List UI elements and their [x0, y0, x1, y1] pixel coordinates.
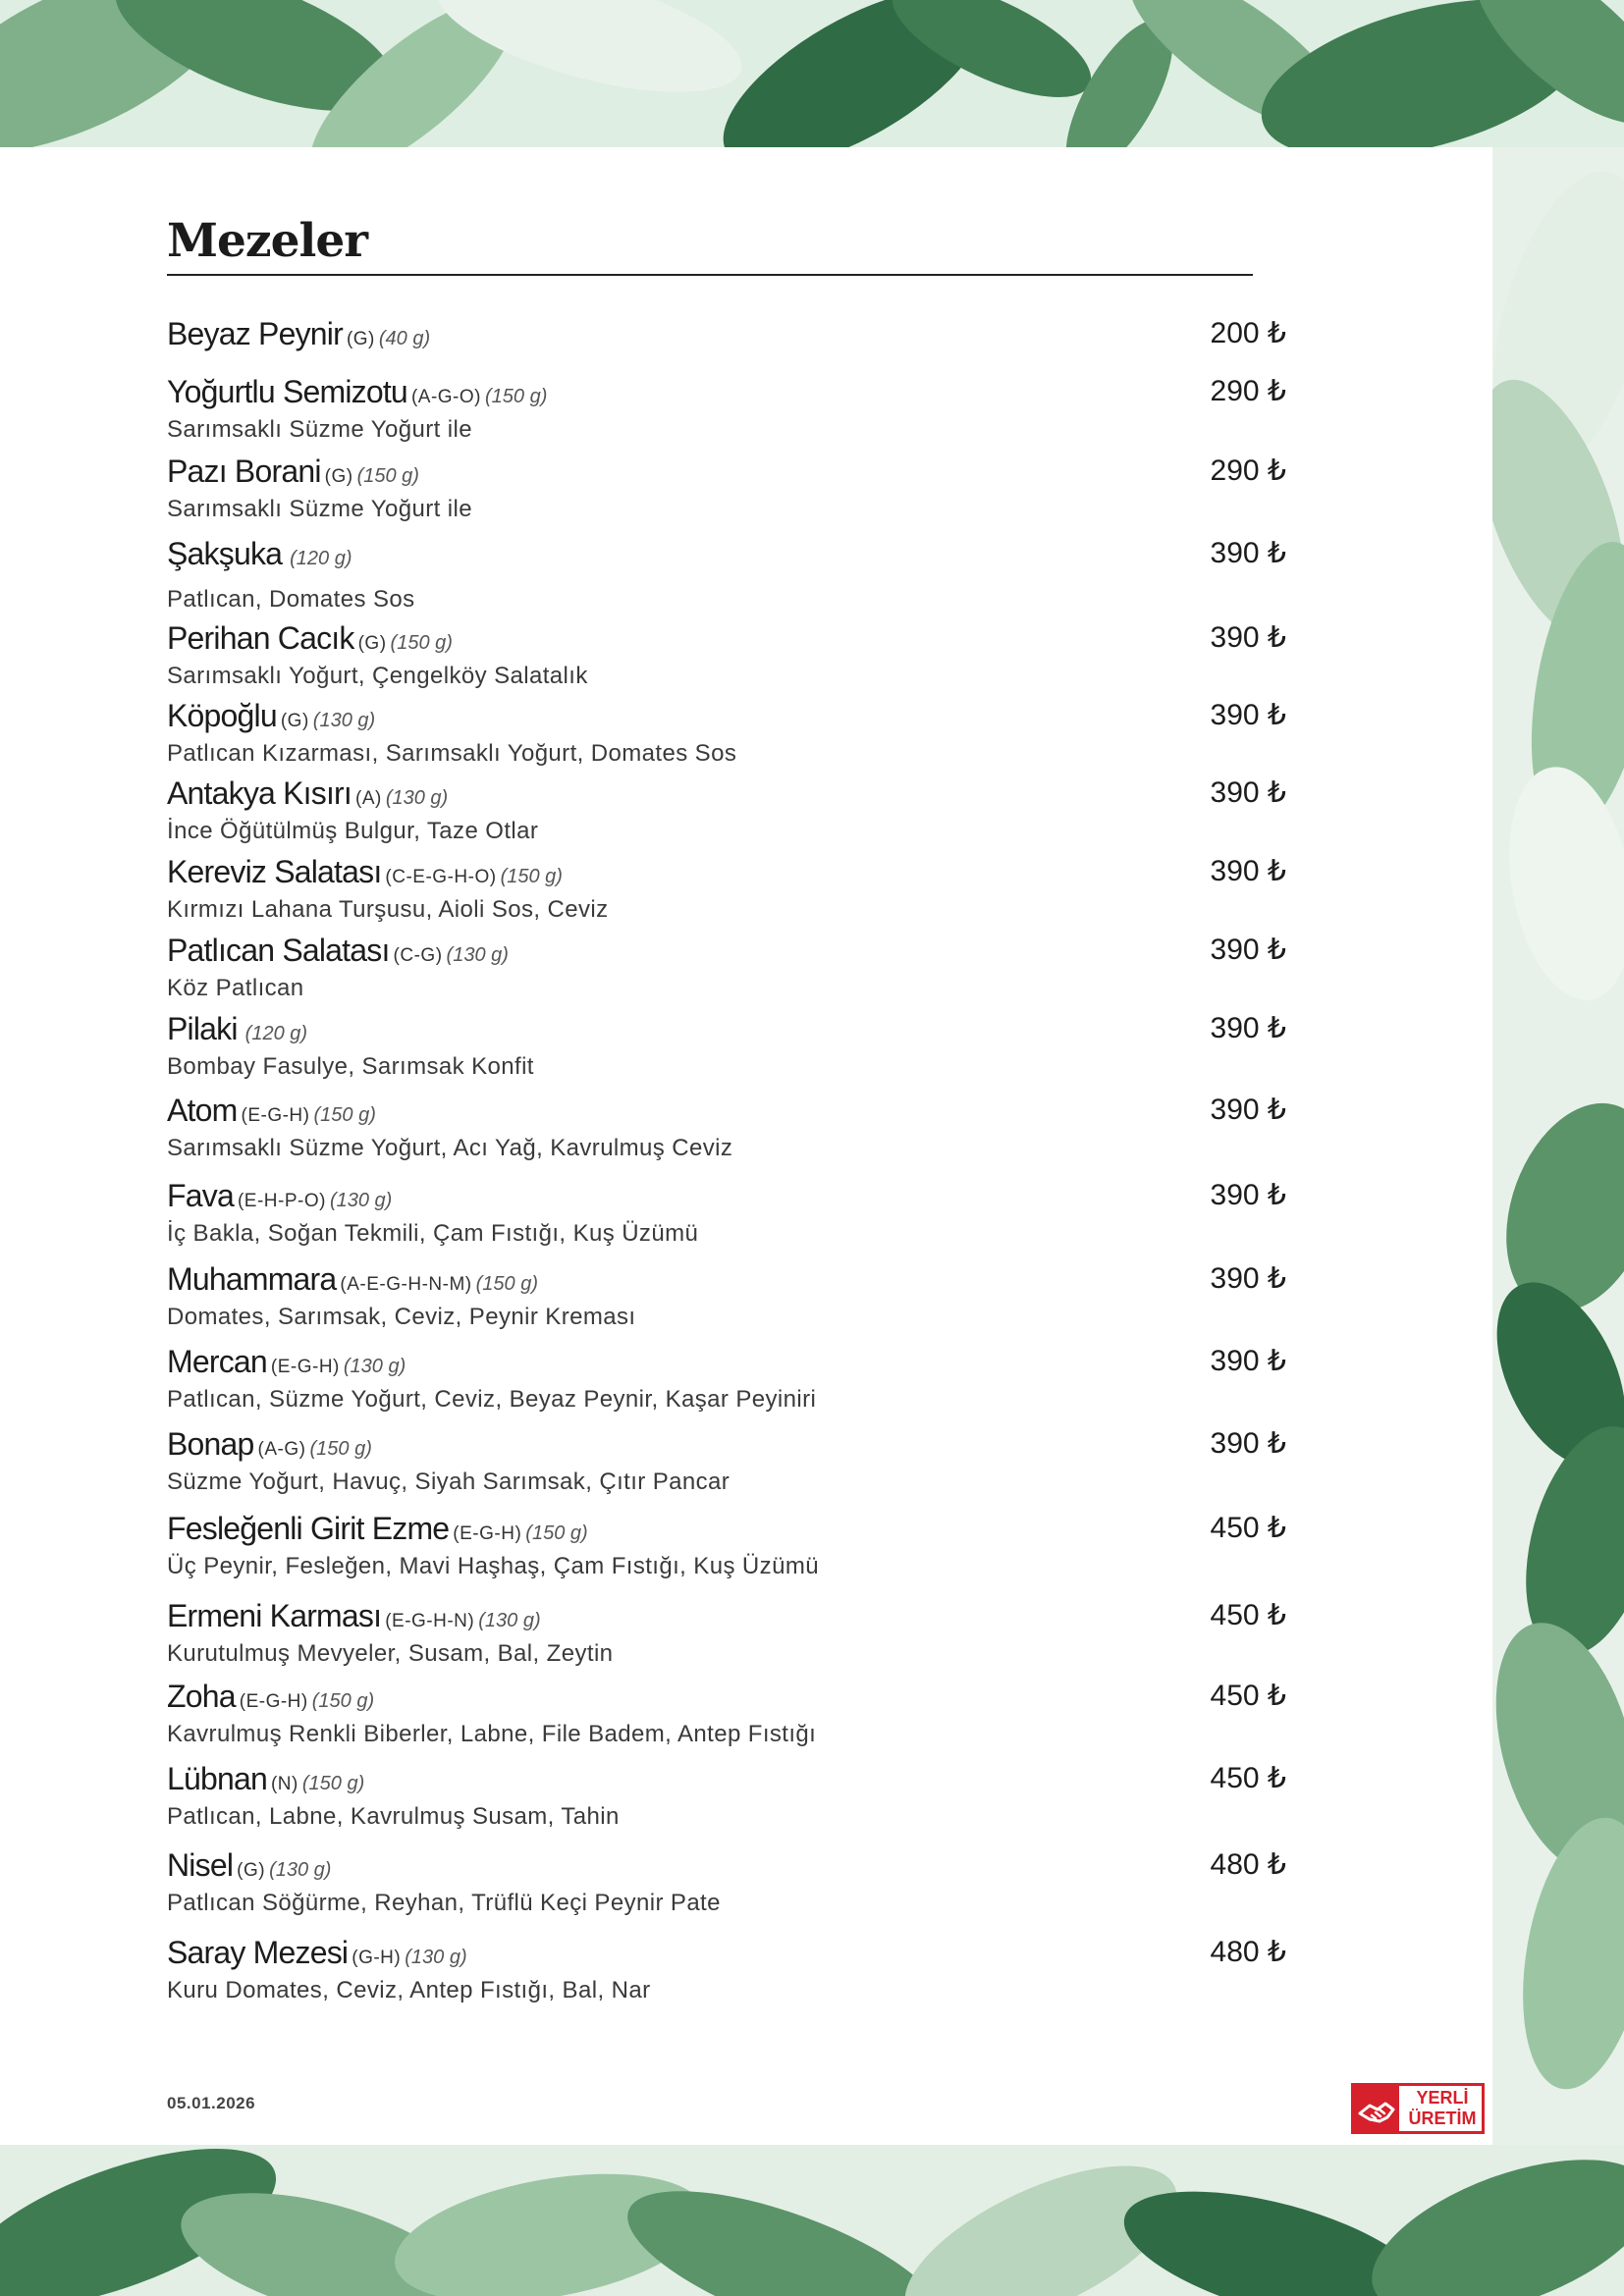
item-name: Zoha — [167, 1679, 236, 1714]
item-allergens: (G) — [237, 1860, 266, 1881]
menu-item — [167, 775, 1286, 845]
item-price: 390 ₺ — [1210, 1012, 1286, 1044]
item-allergens: (E-G-H) — [270, 1357, 340, 1377]
item-name: Kereviz Salatası — [167, 854, 382, 889]
item-allergens: (G) — [280, 711, 309, 731]
item-name: Şakşuka — [167, 536, 283, 571]
item-price: 390 ₺ — [1210, 934, 1286, 966]
item-name: Atom — [167, 1093, 238, 1128]
menu-item — [167, 316, 1286, 358]
item-description: Patlıcan Kızarması, Sarımsaklı Yoğurt, Domates Sos — [167, 740, 737, 767]
menu-item — [167, 854, 1286, 924]
item-weight: (150 g) — [356, 465, 419, 487]
item-weight: (150 g) — [475, 1273, 538, 1295]
item-name: Patlıcan Salatası — [167, 933, 390, 968]
item-description: Kurutulmuş Mevyeler, Susam, Bal, Zeytin — [167, 1640, 614, 1667]
item-name: Pazı Borani — [167, 454, 321, 489]
item-weight: (150 g) — [484, 386, 548, 407]
item-weight: (130 g) — [385, 787, 449, 809]
item-description: İnce Öğütülmüş Bulgur, Taze Otlar — [167, 818, 539, 844]
item-weight: (120 g) — [244, 1023, 308, 1044]
item-price: 450 ₺ — [1210, 1680, 1286, 1712]
menu-item — [167, 374, 1286, 444]
item-weight: (130 g) — [405, 1947, 467, 1968]
item-weight: (150 g) — [309, 1438, 372, 1460]
item-description: Kuru Domates, Ceviz, Antep Fıstığı, Bal, Nar — [167, 1977, 651, 2003]
item-allergens: (G) — [346, 329, 375, 349]
item-weight: (150 g) — [525, 1522, 588, 1544]
item-allergens: (N) — [270, 1774, 298, 1794]
item-price: 390 ₺ — [1210, 1427, 1286, 1460]
item-price: 390 ₺ — [1210, 855, 1286, 887]
item-price: 290 ₺ — [1210, 375, 1286, 407]
item-description: Üç Peynir, Fesleğen, Mavi Haşhaş, Çam Fıstığı, Kuş Üzümü — [167, 1553, 819, 1579]
item-name: Fava — [167, 1178, 234, 1213]
menu-item — [167, 1011, 1286, 1081]
menu-item — [167, 1178, 1286, 1248]
item-description: Köz Patlıcan — [167, 975, 304, 1001]
menu-item — [167, 1761, 1286, 1831]
menu-item — [167, 1344, 1286, 1414]
item-allergens: (E-G-H) — [239, 1691, 308, 1712]
item-name: Pilaki — [167, 1011, 238, 1046]
item-name: Antakya Kısırı — [167, 775, 352, 811]
item-price: 200 ₺ — [1210, 317, 1286, 349]
item-allergens: (C-E-G-H-O) — [385, 867, 497, 887]
item-weight: (40 g) — [378, 328, 431, 349]
item-price: 390 ₺ — [1210, 776, 1286, 809]
item-price: 450 ₺ — [1210, 1512, 1286, 1544]
item-weight: (130 g) — [478, 1610, 541, 1631]
item-description: Kırmızı Lahana Turşusu, Aioli Sos, Ceviz — [167, 896, 609, 923]
item-description: Sarımsaklı Süzme Yoğurt ile — [167, 496, 472, 522]
item-price: 480 ₺ — [1210, 1848, 1286, 1881]
handshake-icon — [1354, 2086, 1399, 2131]
menu-item — [167, 933, 1286, 1002]
menu-item — [167, 1261, 1286, 1331]
item-name: Köpoğlu — [167, 698, 277, 733]
item-allergens: (G) — [324, 466, 353, 487]
item-weight: (150 g) — [301, 1773, 365, 1794]
item-description: Patlıcan Söğürme, Reyhan, Trüflü Keçi Peynir Pate — [167, 1890, 721, 1916]
item-allergens: (A-G) — [257, 1439, 306, 1460]
item-allergens: (E-G-H-N) — [385, 1611, 475, 1631]
item-price: 450 ₺ — [1210, 1599, 1286, 1631]
badge-line1: YERLİ — [1416, 2088, 1469, 2108]
item-description: İç Bakla, Soğan Tekmili, Çam Fıstığı, Kuş Üzümü — [167, 1220, 699, 1247]
item-weight: (130 g) — [269, 1859, 332, 1881]
menu-item — [167, 1093, 1286, 1162]
item-weight: (150 g) — [313, 1104, 376, 1126]
item-description: Kavrulmuş Renkli Biberler, Labne, File Badem, Antep Fıstığı — [167, 1721, 817, 1747]
item-allergens: (A-G-O) — [410, 387, 481, 407]
item-weight: (130 g) — [343, 1356, 406, 1377]
menu-item — [167, 698, 1286, 768]
item-description: Sarımsaklı Süzme Yoğurt, Acı Yağ, Kavrulmuş Ceviz — [167, 1135, 733, 1161]
menu-item — [167, 1511, 1286, 1580]
item-allergens: (A) — [355, 788, 382, 809]
item-name: Mercan — [167, 1344, 267, 1379]
item-description: Domates, Sarımsak, Ceviz, Peynir Kreması — [167, 1304, 636, 1330]
item-name: Muhammara — [167, 1261, 337, 1297]
badge-label — [1403, 2088, 1482, 2129]
item-price: 390 ₺ — [1210, 699, 1286, 731]
item-description: Patlıcan, Labne, Kavrulmuş Susam, Tahin — [167, 1803, 620, 1830]
item-weight: (130 g) — [312, 710, 376, 731]
item-description: Süzme Yoğurt, Havuç, Siyah Sarımsak, Çıtır Pancar — [167, 1468, 731, 1495]
menu-item — [167, 1847, 1286, 1917]
item-allergens: (G-H) — [352, 1948, 402, 1968]
item-allergens: (A-E-G-H-N-M) — [340, 1274, 472, 1295]
item-allergens: (E-G-H) — [241, 1105, 310, 1126]
item-name: Bonap — [167, 1426, 254, 1462]
item-price: 390 ₺ — [1210, 1262, 1286, 1295]
item-name: Yoğurtlu Semizotu — [167, 374, 407, 409]
item-price: 390 ₺ — [1210, 1179, 1286, 1211]
menu-item — [167, 1426, 1286, 1496]
item-weight: (130 g) — [446, 944, 509, 966]
item-name: Nisel — [167, 1847, 234, 1883]
item-name: Perihan Cacık — [167, 620, 354, 656]
item-description: Patlıcan, Domates Sos — [167, 586, 415, 613]
yerli-uretim-badge — [1351, 2083, 1485, 2134]
item-weight: (120 g) — [290, 548, 352, 569]
item-weight: (130 g) — [329, 1190, 393, 1211]
item-price: 450 ₺ — [1210, 1762, 1286, 1794]
menu-item — [167, 1598, 1286, 1668]
page-title: Mezeler — [167, 214, 368, 268]
item-name: Saray Mezesi — [167, 1935, 349, 1970]
title-divider — [167, 274, 1253, 276]
item-allergens: (C-G) — [393, 945, 443, 966]
item-weight: (150 g) — [390, 632, 453, 654]
item-name: Fesleğenli Girit Ezme — [167, 1511, 450, 1546]
item-name: Beyaz Peynir — [167, 316, 343, 351]
menu-date: 05.01.2026 — [167, 2094, 256, 2112]
item-price: 390 ₺ — [1210, 621, 1286, 654]
menu-item — [167, 1935, 1286, 2004]
item-name: Ermeni Karması — [167, 1598, 382, 1633]
item-weight: (150 g) — [500, 866, 563, 887]
menu-item — [167, 454, 1286, 523]
item-allergens: (E-G-H) — [453, 1523, 522, 1544]
item-price: 390 ₺ — [1210, 1094, 1286, 1126]
item-allergens: (E-H-P-O) — [237, 1191, 326, 1211]
item-price: 480 ₺ — [1210, 1936, 1286, 1968]
badge-line2: ÜRETİM — [1408, 2109, 1477, 2128]
item-description: Bombay Fasulye, Sarımsak Konfit — [167, 1053, 534, 1080]
menu-item — [167, 536, 1286, 614]
item-price: 290 ₺ — [1210, 454, 1286, 487]
item-description: Sarımsaklı Yoğurt, Çengelköy Salatalık — [167, 663, 588, 689]
item-price: 390 ₺ — [1210, 1345, 1286, 1377]
item-description: Patlıcan, Süzme Yoğurt, Ceviz, Beyaz Peynir, Kaşar Peyiniri — [167, 1386, 817, 1413]
item-allergens: (G) — [357, 633, 387, 654]
item-description: Sarımsaklı Süzme Yoğurt ile — [167, 416, 472, 443]
menu-item — [167, 620, 1286, 690]
item-weight: (150 g) — [311, 1690, 375, 1712]
item-name: Lübnan — [167, 1761, 267, 1796]
item-price: 390 ₺ — [1210, 537, 1286, 569]
menu-item — [167, 1679, 1286, 1748]
